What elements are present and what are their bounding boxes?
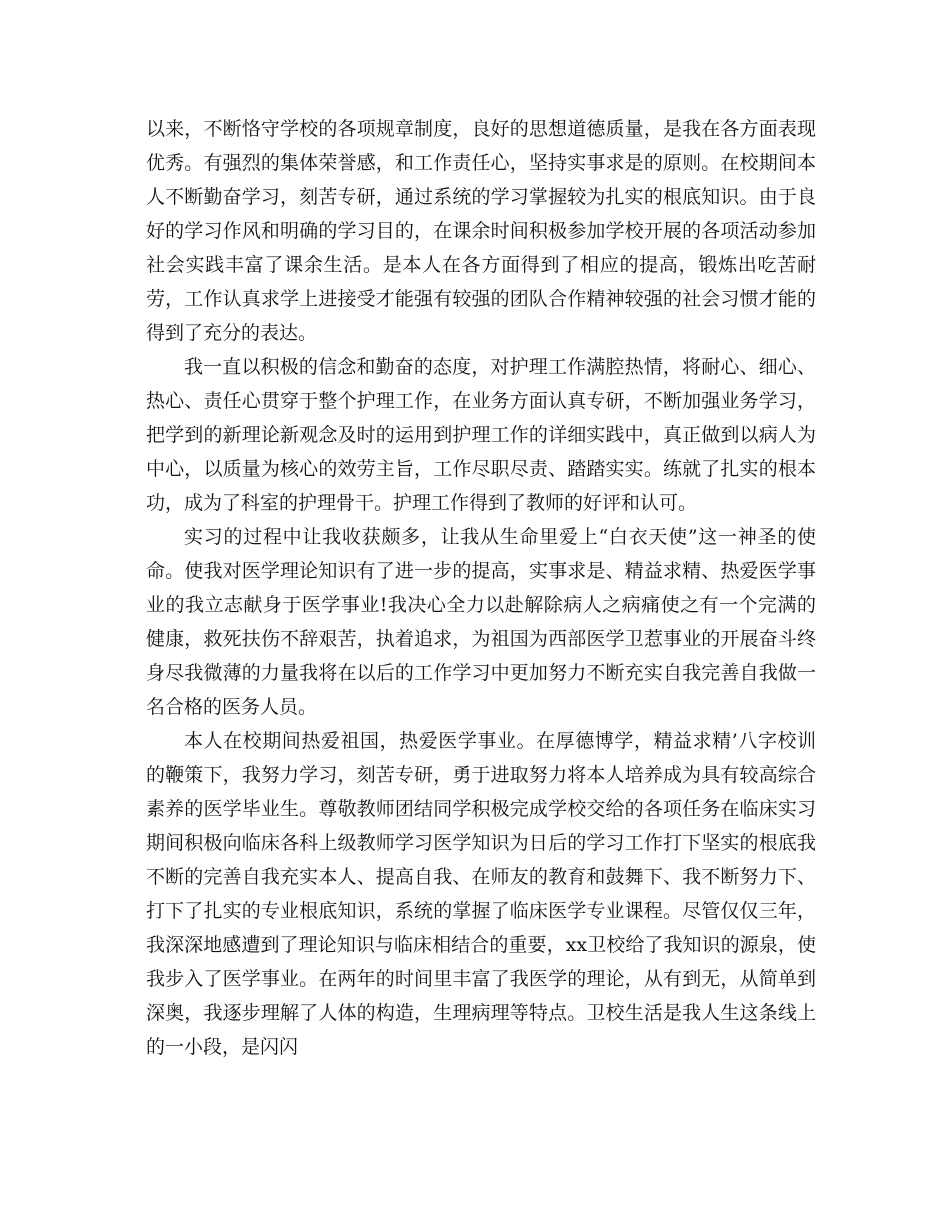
- paragraph-school-life: 本人在校期间热爱祖国，热爱医学事业。在厚德博学，精益求精’八字校训的鞭策下，我努力学习，刻苦专研，勇于进取努力将本人培养成为具有较高综合素养的医学毕业生。尊敬教师团结同学积极完成学校交给的各项任务在临床实习期间积极向临床各科上级教师学习医学知识为日后的学习工作打下坚实的根底我不断的完善自我充实本人、提高自我、在师友的教育和鼓舞下、我不断努力下、打下了扎实的专业根底知识，系统的掌握了临床医学专业课程。尽管仅仅三年，我深深地感遭到了理论知识与临床相结合的重要，xx卫校给了我知识的源泉，使我步入了医学事业。在两年的时间里丰富了我医学的理论，从有到无，从简单到深奥，我逐步理解了人体的构造，生理病理等特点。卫校生活是我人生这条线上的一小段，是闪闪: [146, 730, 816, 1058]
- paragraph-nursing-work: 我一直以积极的信念和勤奋的态度，对护理工作满腔热情，将耐心、细心、热心、责任心贯穿于整个护理工作，在业务方面认真专研，不断加强业务学习，把学到的新理论新观念及时的运用到护理工作的详细实践中，真正做到以病人为中心，以质量为核心的效劳主旨，工作尽职尽责、踏踏实实。练就了扎实的根本功，成为了科室的护理骨干。护理工作得到了教师的好评和认可。: [146, 356, 816, 514]
- paragraph-continued: 以来，不断恪守学校的各项规章制度，良好的思想道德质量，是我在各方面表现优秀。有强烈的集体荣誉感，和工作责任心，坚持实事求是的原则。在校期间本人不断勤奋学习，刻苦专研，通过系统的学习掌握较为扎实的根底知识。由于良好的学习作风和明确的学习目的，在课余时间积极参加学校开展的各项活动参加社会实践丰富了课余生活。是本人在各方面得到了相应的提高，锻炼出吃苦耐劳，工作认真求学上进接受才能强有较强的团队合作精神较强的社会习惯才能的得到了充分的表达。: [146, 118, 816, 344]
- paragraph-internship: 实习的过程中让我收获颇多，让我从生命里爱上“白衣天使”这一神圣的使命。使我对医学理论知识有了进一步的提高，实事求是、精益求精、热爱医学事业的我立志献身于医学事业!我决心全力以赴解除病人之病痛使之有一个完满的健康，救死扶伤不辞艰苦，执着追求，为祖国为西部医学卫惹事业的开展奋斗终身尽我微薄的力量我将在以后的工作学习中更加努力不断充实自我完善自我做一名合格的医务人员。: [146, 526, 816, 718]
- document-body: [146, 112, 816, 1064]
